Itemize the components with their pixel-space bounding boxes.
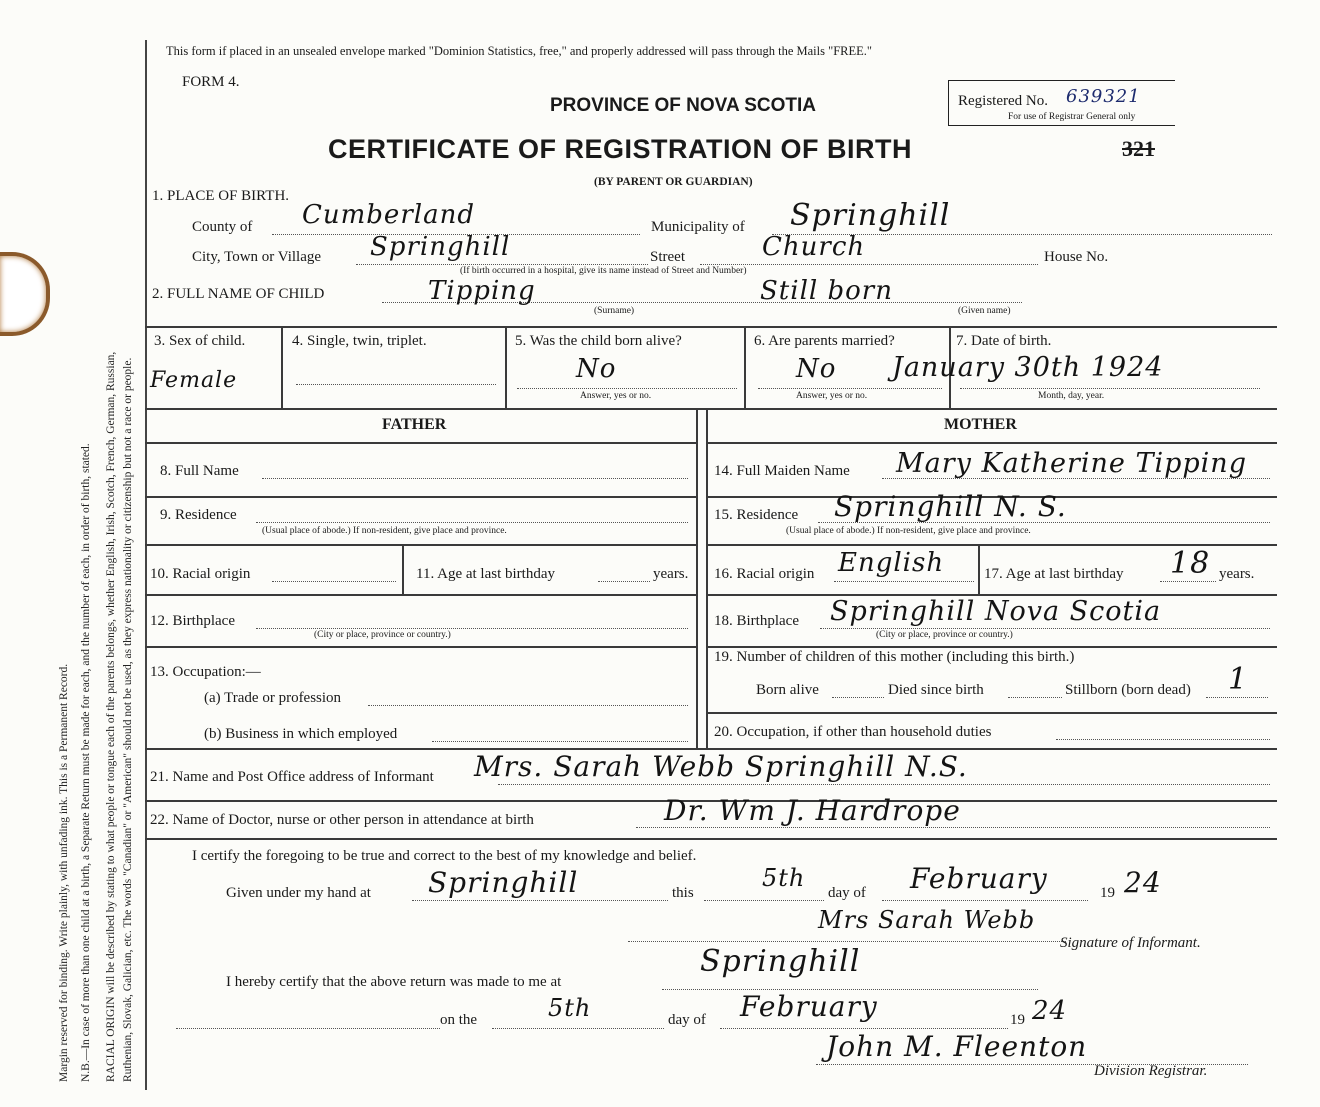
child-surname-value: Tipping [428,276,536,306]
row-rule [145,838,1277,840]
sex-value: Female [150,368,238,393]
city-value: Springhill [370,232,511,262]
born-alive-line [832,697,884,698]
given-year-prefix: 19 [1100,885,1115,901]
informant-signature-caption: Signature of Informant. [1060,935,1201,951]
registrar-place-value: Springhill [700,944,861,979]
mother-race-label: 16. Racial origin [714,566,815,582]
father-residence-label: 9. Residence [160,507,237,523]
father-age-line [598,581,650,582]
municipality-label: Municipality of [651,219,745,235]
registered-number-value: 639321 [1066,86,1141,107]
married-caption: Answer, yes or no. [796,391,868,401]
col-rule [744,326,746,408]
alive-caption: Answer, yes or no. [580,391,652,401]
parent-col-rule [696,408,698,748]
mother-name-value: Mary Katherine Tipping [896,448,1247,479]
registrar-caption: Division Registrar. [1094,1063,1208,1079]
col-rule [281,326,283,408]
certificate-title: CERTIFICATE OF REGISTRATION OF BIRTH [328,134,912,164]
row-rule [145,544,696,546]
father-residence-caption: (Usual place of abode.) If non-resident, give place and province. [262,526,507,536]
col-rule [402,544,404,594]
mother-residence-value: Springhill N. S. [834,490,1067,523]
row-rule [706,712,1277,714]
mail-notice: This form if placed in an unsealed envelope marked "Dominion Statistics, free," and properly addressed will pass through the Mails "FREE." [166,44,873,58]
mother-occupation-line [1056,739,1270,740]
registrar-year-value: 24 [1032,996,1068,1026]
father-trade-line [368,705,688,706]
father-age-unit: years. [653,566,689,582]
city-label: City, Town or Village [192,249,322,265]
father-occupation-label: 13. Occupation:— [150,664,261,680]
row-rule [145,408,1277,410]
margin-text-4: Ruthenian, Slovak, Galician, etc. The words "Canadian" or "American" should not be used, as they express nationality or citizenship but not a race or people. [122,357,134,1082]
registrar-month-value: February [740,990,878,1023]
given-day-line [704,900,824,901]
row-rule-top [145,326,1277,328]
stillborn-value: 1 [1228,662,1249,697]
doctor-value: Dr. Wm J. Hardrope [664,794,961,827]
given-caption: (Given name) [958,306,1011,316]
mother-race-line [834,581,974,582]
given-month-line [882,900,1088,901]
mother-age-line [1160,581,1216,582]
father-birthplace-line [256,628,688,629]
father-residence-line [256,522,688,523]
hospital-note: (If birth occurred in a hospital, give its name instead of Street and Number) [460,266,747,276]
mother-heading: MOTHER [944,416,1017,433]
binding-hole [0,252,50,336]
mother-age-label: 17. Age at last birthday [984,566,1124,582]
father-race-line [272,581,396,582]
given-place-line [412,900,668,901]
street-line [700,264,1038,265]
dob-line [960,388,1260,389]
informant-value: Mrs. Sarah Webb Springhill N.S. [474,750,968,783]
certificate-subtitle: (BY PARENT OR GUARDIAN) [594,176,753,188]
mother-birthplace-caption: (City or place, province or country.) [876,630,1013,640]
given-year-value: 24 [1124,866,1162,899]
row-rule [145,442,696,444]
children-count-label: 19. Number of children of this mother (including this birth.) [714,649,1075,665]
child-given-value: Still born [760,276,893,306]
alive-line [517,388,737,389]
margin-rule [145,40,147,1090]
row-rule [145,646,696,648]
mother-residence-caption: (Usual place of abode.) If non-resident, give place and province. [786,526,1031,536]
mother-race-value: English [838,548,945,578]
margin-text-3: RACIAL ORIGIN will be described by stating to what people or tongue each of the parents belongs, whether English, Irish, Scotch, French, German, Russian, [105,351,117,1082]
dob-caption: Month, day, year. [1038,391,1105,401]
margin-text-2: N.B.—In case of more than one child at a birth, a Separate Return must be made for each, and the number of each, in order of birth, stated. [80,443,92,1082]
given-day-value: 5th [762,864,806,892]
street-label: Street [650,249,685,265]
margin-text-1: Margin reserved for binding. Write plainly, with unfading ink. This is a Permanent Record. [58,663,70,1082]
father-business-line [432,741,688,742]
col-rule [505,326,507,408]
registrar-lead-line [176,1028,440,1029]
registrar-signature: John M. Fleenton [826,1030,1088,1063]
multiple-birth-line [296,384,496,385]
stillborn-label: Stillborn (born dead) [1065,682,1191,698]
dob-label: 7. Date of birth. [956,333,1052,349]
registrar-certify-text: I hereby certify that the above return was made to me at [226,974,562,990]
row-rule [706,442,1277,444]
father-name-line [262,478,688,479]
county-label: County of [192,219,253,235]
born-alive-label: Born alive [756,682,819,698]
mother-age-value: 18 [1170,546,1211,581]
province-heading: PROVINCE OF NOVA SCOTIA [550,95,817,116]
registrar-month-line [720,1028,1008,1029]
municipality-value: Springhill [790,198,951,233]
city-line [356,264,648,265]
father-heading: FATHER [382,416,447,433]
this-label: this [672,885,694,901]
col-rule [978,544,980,594]
row-rule [145,496,696,498]
informant-signature-line [628,941,1066,942]
given-month-value: February [910,862,1048,895]
given-day-of-label: day of [828,885,866,901]
married-label: 6. Are parents married? [754,333,895,349]
registrar-on-the-label: on the [440,1012,478,1028]
married-value: No [796,354,837,384]
place-of-birth-label: 1. PLACE OF BIRTH. [152,188,290,204]
house-label: House No. [1044,249,1109,265]
given-under-label: Given under my hand at [226,885,371,901]
father-business-label: (b) Business in which employed [204,726,398,742]
father-race-label: 10. Racial origin [150,566,251,582]
mother-birthplace-label: 18. Birthplace [714,613,799,629]
informant-line [498,784,1270,785]
alive-value: No [576,354,617,384]
row-rule [145,594,696,596]
registrar-day-of-label: day of [668,1012,706,1028]
father-birthplace-label: 12. Birthplace [150,613,235,629]
mother-name-label: 14. Full Maiden Name [714,463,850,479]
doctor-line [636,827,1270,828]
alive-label: 5. Was the child born alive? [515,333,682,349]
form-number: FORM 4. [182,74,240,90]
corner-number: 321 [1122,136,1155,161]
father-age-label: 11. Age at last birthday [416,566,555,582]
multiple-birth-label: 4. Single, twin, triplet. [292,333,427,349]
died-since-label: Died since birth [888,682,984,698]
county-value: Cumberland [302,200,475,230]
registered-label: Registered No. [958,93,1048,109]
informant-signature: Mrs Sarah Webb [818,906,1036,934]
registrar-day-line [492,1028,664,1029]
father-name-label: 8. Full Name [160,463,239,479]
parent-col-rule [706,408,708,748]
doctor-label: 22. Name of Doctor, nurse or other person in attendance at birth [150,812,534,828]
street-value: Church [762,232,866,262]
father-birthplace-caption: (City or place, province or country.) [314,630,451,640]
married-line [758,388,942,389]
mother-age-unit: years. [1219,566,1255,582]
surname-caption: (Surname) [594,306,635,316]
dob-value: January 30th 1924 [892,352,1164,383]
child-name-label: 2. FULL NAME OF CHILD [152,286,325,302]
given-place-value: Springhill [428,866,579,899]
mother-birthplace-value: Springhill Nova Scotia [830,596,1162,627]
died-since-line [1008,697,1062,698]
mother-birthplace-line [820,628,1270,629]
sex-label: 3. Sex of child. [154,333,246,349]
father-trade-label: (a) Trade or profession [204,690,342,706]
registrar-use-note: For use of Registrar General only [1008,112,1136,122]
registrar-day-value: 5th [548,994,592,1022]
informant-label: 21. Name and Post Office address of Informant [150,769,434,785]
certify-text: I certify the foregoing to be true and correct to the best of my knowledge and belief. [192,848,697,864]
row-rule [706,646,1277,648]
stillborn-line [1206,697,1268,698]
registrar-year-prefix: 19 [1010,1012,1025,1028]
mother-occupation-label: 20. Occupation, if other than household duties [714,724,992,740]
mother-residence-label: 15. Residence [714,507,799,523]
